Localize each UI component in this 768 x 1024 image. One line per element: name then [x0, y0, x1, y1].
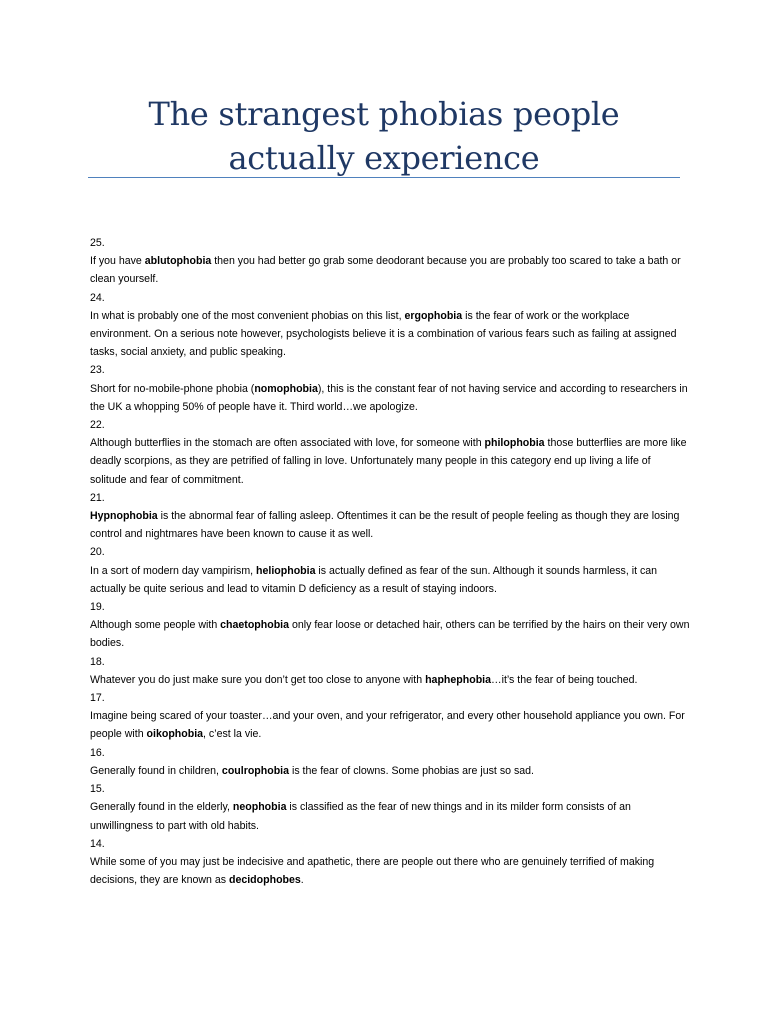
entry-number: 24.: [90, 291, 105, 304]
entry-text-segment: Generally found in children,: [90, 764, 222, 777]
entry-number: 16.: [90, 746, 105, 759]
phobia-name: haphephobia: [425, 673, 491, 686]
entry-number: 15.: [90, 783, 105, 796]
phobia-name: philophobia: [484, 437, 545, 450]
phobia-name: neophobia: [232, 801, 287, 814]
phobia-name: nomophobia: [254, 382, 318, 395]
entry-text: [90, 252, 690, 288]
entry-text-segment: then you had better go grab some deodorant because you are probably too scared to take a bath or clean yourself.: [90, 255, 681, 286]
entry-text-segment: In a sort of modern day vampirism,: [90, 564, 257, 577]
entry-number: 17.: [90, 692, 105, 705]
entry-text: [90, 762, 690, 780]
phobia-name: ablutophobia: [144, 255, 212, 268]
phobia-name: Hypnophobia: [90, 510, 158, 523]
entry-number: 25.: [90, 237, 105, 249]
phobia-list: [90, 234, 690, 889]
entry-text: [90, 380, 690, 416]
entry-text-segment: While some of you may just be indecisive and apathetic, there are people out there who are genuinely terrified of making decisions, they are known as: [90, 855, 655, 887]
entry-number: 20.: [90, 546, 105, 559]
entry-number: 18.: [90, 655, 105, 668]
phobia-name: heliophobia: [256, 564, 316, 577]
entry-number: 21.: [90, 491, 105, 504]
phobia-name: ergophobia: [404, 309, 463, 322]
entry-text-segment: Short for no-mobile-phone phobia (: [90, 382, 255, 395]
entry-text-segment: is classified as the fear of new things and in its milder form consists of an unwillingness to part with old habits.: [90, 801, 631, 832]
entry-text-segment: , c’est la vie.: [203, 728, 262, 741]
entry-text-segment: Imagine being scared of your toaster…and your oven, and your refrigerator, and every other household appliance you own. For people with: [90, 710, 685, 741]
entry-text-segment: Whatever you do just make sure you don’t get too close to anyone with: [90, 673, 426, 686]
entry-text: [90, 671, 690, 689]
title-divider: [88, 177, 680, 178]
entry-text-segment: is the abnormal fear of falling asleep. Oftentimes it can be the result of people feeling as though they are losing control and nightmares have been known to cause it as well.: [90, 510, 680, 541]
entry-text-segment: In what is probably one of the most convenient phobias on this list,: [90, 309, 405, 322]
phobia-name: decidophobes: [228, 874, 301, 887]
entry-text: [90, 798, 690, 834]
entry-number: 23.: [90, 364, 105, 377]
entry-text-segment: .: [300, 874, 304, 887]
entry-text: [90, 707, 690, 743]
entry-text-segment: Generally found in the elderly,: [90, 801, 233, 814]
entry-text-segment: Although some people with: [90, 619, 221, 632]
entry-text-segment: If you have: [90, 255, 145, 268]
entry-number: 22.: [90, 419, 105, 432]
entry-number: 14.: [90, 837, 105, 850]
entry-text-segment: those butterflies are more like deadly scorpions, as they are petrified of falling in love. Unfortunately many people in this category end up living a life of solitude and fear of commitment.: [90, 437, 687, 486]
entry-text: [90, 434, 690, 489]
entry-text-segment: is actually defined as fear of the sun. Although it sounds harmless, it can actually be quite serious and lead to vitamin D deficiency as a result of staying indoors.: [90, 564, 658, 595]
entry-text-segment: …it’s the fear of being touched.: [491, 673, 638, 686]
entry-text-segment: ), this is the constant fear of not having service and according to researchers in the UK a whopping 50% of people have it. Third world…we apologize.: [90, 382, 688, 413]
entry-text: [90, 616, 690, 652]
phobia-name: chaetophobia: [220, 619, 290, 632]
entry-text: [90, 853, 690, 889]
document-title: The strangest phobias people actually experience: [148, 95, 620, 177]
entry-text: [90, 562, 690, 598]
entry-text-segment: only fear loose or detached hair, others can be terrified by the hairs on their very own bodies.: [90, 619, 690, 650]
entry-number: 19.: [90, 601, 105, 614]
entry-text-segment: Although butterflies in the stomach are often associated with love, for someone with: [90, 437, 485, 450]
phobia-name: oikophobia: [146, 728, 204, 741]
entry-text-segment: is the fear of clowns. Some phobias are just so sad.: [289, 764, 534, 777]
entry-text: [90, 507, 690, 543]
entry-text: [90, 307, 690, 362]
entry-text-segment: is the fear of work or the workplace environment. On a serious note however, psychologists believe it is a combination of various fears such as failing at assigned tasks, social anxiety, and public speaking.: [90, 309, 677, 359]
phobia-name: coulrophobia: [221, 764, 290, 777]
